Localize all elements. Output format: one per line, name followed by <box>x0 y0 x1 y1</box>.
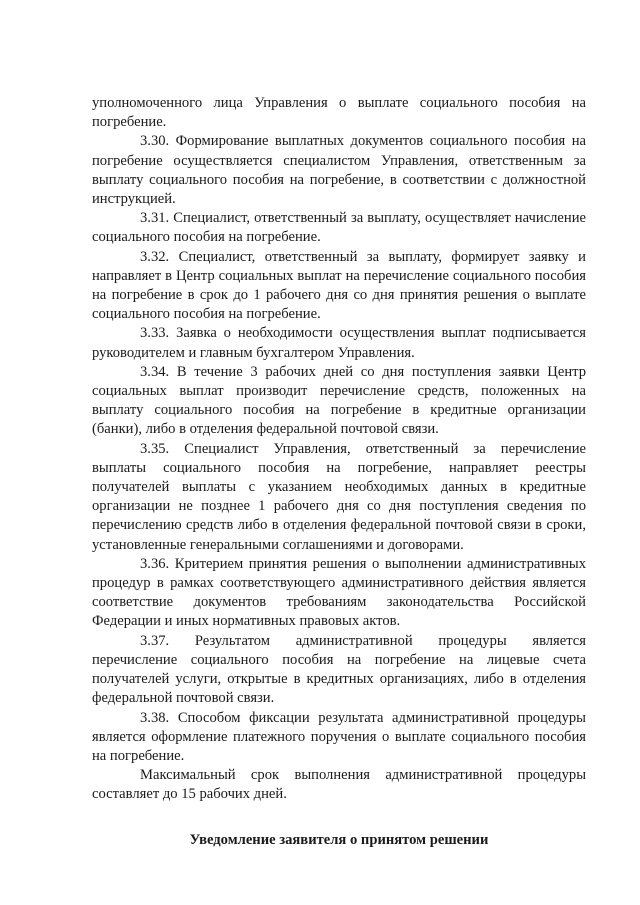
paragraph-3-33: 3.33. Заявка о необходимости осуществления выплат подписывается руководителем и главным бухгалтером Управления. <box>92 325 586 361</box>
paragraph-3-32: 3.32. Специалист, ответственный за выплату, формирует заявку и направляет в Центр социальных выплат на перечисление социального пособия на погребение в срок до 1 рабочего дня со дня принятия решения о выплате социального пособия на погребение. <box>92 248 586 323</box>
paragraph-continuation: уполномоченного лица Управления о выплате социального пособия на погребение. <box>92 95 586 131</box>
paragraph-3-31: 3.31. Специалист, ответственный за выплату, осуществляет начисление социального пособия на погребение. <box>92 210 586 246</box>
paragraph-3-30: 3.30. Формирование выплатных документов социального пособия на погребение осуществляется специалистом Управления, ответственным за выплату социального пособия на погребение, в соответствии с должностной инструкцией. <box>92 133 586 208</box>
section-heading: Уведомление заявителя о принятом решении <box>189 832 489 848</box>
paragraph-3-34: 3.34. В течение 3 рабочих дней со дня поступления заявки Центр социальных выплат производит перечисление средств, положенных на выплату социального пособия на погребение в кредитные организации (банки), либо в отделения федеральной почтовой связи. <box>92 363 586 438</box>
paragraph-3-38: 3.38. Способом фиксации результата административной процедуры является оформление платежного поручения о выплате социального пособия на погребение. <box>92 709 586 764</box>
paragraph-max-term: Максимальный срок выполнения административной процедуры составляет до 15 рабочих дней. <box>92 767 586 803</box>
paragraph-3-37: 3.37. Результатом административной процедуры является перечисление социального пособия на погребение на лицевые счета получателей услуги, открытые в кредитных организациях, либо в отделения федеральной почтовой связи. <box>92 632 586 707</box>
document-body <box>92 94 586 805</box>
paragraph-3-36: 3.36. Критерием принятия решения о выполнении административных процедур в рамках соответствующего административного действия является соответствие документов требованиям законодательства Российской Федерации и иных нормативных правовых актов. <box>92 555 586 630</box>
paragraph-3-35: 3.35. Специалист Управления, ответственный за перечисление выплаты социального пособия на погребение, направляет реестры получателей выплаты с указанием необходимых данных в кредитные организации не позднее 1 рабочего дня со дня поступления сведения по перечислению средств либо в отделения федеральной почтовой связи в сроки, установленные генеральными соглашениями и договорами. <box>92 440 586 553</box>
